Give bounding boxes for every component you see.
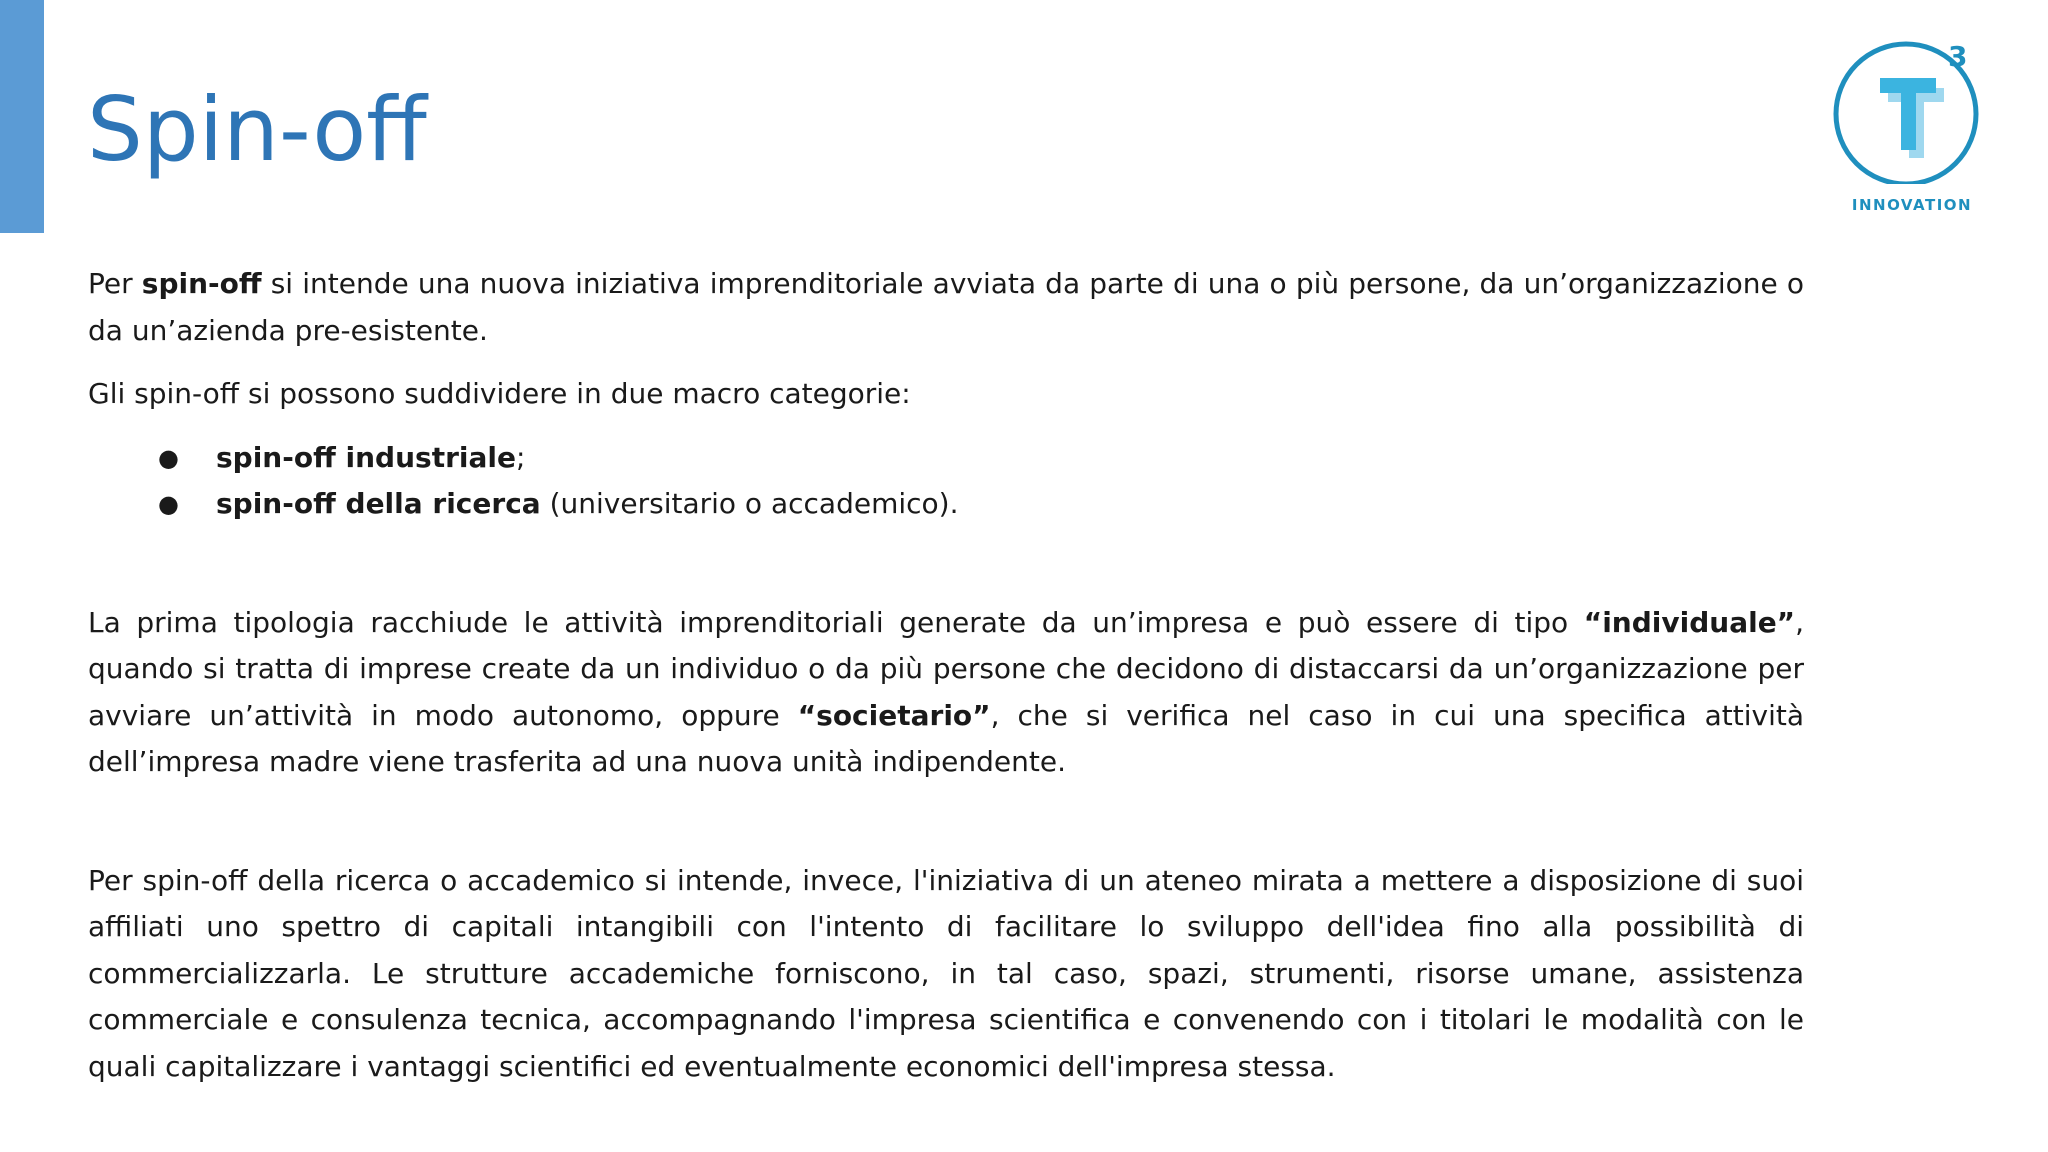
- list-item: ● spin-off della ricerca (universitario o accademico).: [88, 481, 1804, 528]
- bullet-icon: ●: [158, 443, 179, 472]
- slide-body: [88, 261, 1804, 1090]
- paragraph-industrial: La prima tipologia racchiude le attività imprenditoriali generate da un’impresa e può essere di tipo “individuale”, quando si tratta di imprese create da un individuo o da più persone che decidono di distaccarsi da un’organizzazione per avviare un’attività in modo autonomo, oppure “societario”, che si verifica nel caso in cui una specifica attività dell’impresa madre viene trasferita ad una nuova unità indipendente.: [88, 605, 1804, 778]
- t3-innovation-logo-icon: [1828, 34, 1996, 184]
- paragraph-definition: Per spin-off si intende una nuova iniziativa imprenditoriale avviata da parte di una o più persone, da un’organizzazione o da un’azienda pre-esistente.: [88, 267, 1805, 347]
- category-list: [88, 435, 1804, 528]
- logo: [1828, 34, 1996, 222]
- logo-superscript: 3: [1948, 40, 1968, 73]
- list-item: ● spin-off industriale;: [88, 435, 1804, 482]
- accent-bar: [0, 0, 44, 233]
- paragraph-research: Per spin-off della ricerca o accademico si intende, invece, l'iniziativa di un ateneo mirata a mettere a disposizione di suoi affiliati uno spettro di capitali intangibili con l'intento di facilitare lo sviluppo dell'idea fino alla possibilità di commercializzarla. Le strutture accademiche forniscono, in tal caso, spazi, strumenti, risorse umane, assistenza commerciale e consulenza tecnica, accompagnando l'impresa scientifica e convenendo con i titolari le modalità con le quali capitalizzare i vantaggi scientifici ed eventualmente economici dell'impresa stessa.: [88, 863, 1804, 1083]
- paragraph-categories-intro: Gli spin-off si possono suddividere in due macro categorie:: [88, 377, 911, 410]
- bullet-icon: ●: [158, 490, 179, 518]
- page-title: Spin-off: [87, 78, 427, 181]
- logo-text: INNOVATION: [1851, 196, 1973, 214]
